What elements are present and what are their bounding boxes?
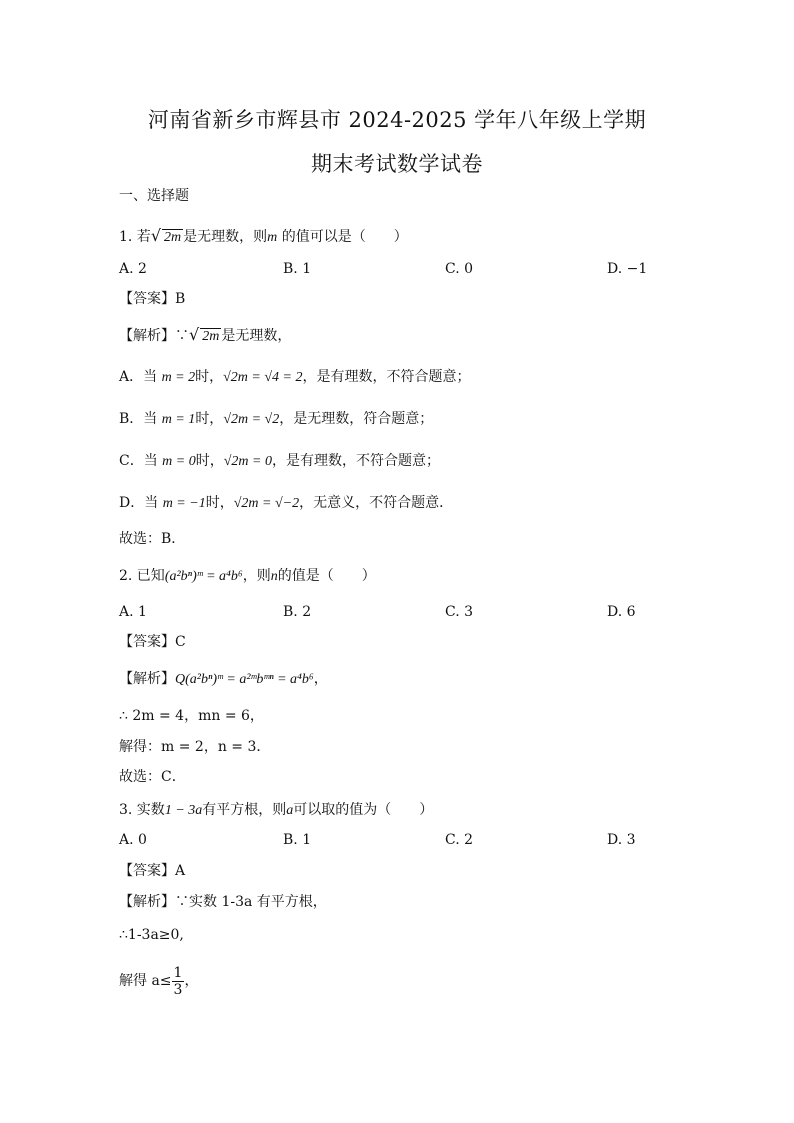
q2-analysis: 【解析】Q(a²bⁿ)ᵐ = a²ᵐbᵐⁿ = a⁴b⁶， <box>119 671 328 687</box>
q1-case-d: D．当 m = −1时，√2m = √−2，无意义，不符合题意． <box>119 495 454 511</box>
question-1-stem: 1. 若√ 2m 是无理数，则m 的值可以是（ ） <box>119 226 408 245</box>
q2-answer: 【答案】C <box>119 634 186 650</box>
question-2-stem: 2. 已知(a²bⁿ)ᵐ = a⁴b⁶，则n的值是（ ） <box>119 568 376 584</box>
q2-step-2: 解得：m = 2，n = 3． <box>119 739 271 755</box>
q1-case-a: A．当 m = 2时，√2m = √4 = 2，是有理数，不符合题意； <box>119 369 471 385</box>
page-title-line-2: 期末考试数学试卷 <box>311 152 483 176</box>
radicand: 2m <box>164 230 182 245</box>
q2-option-a: A. 1 <box>119 604 147 620</box>
page-title-line-1: 河南省新乡市辉县市 2024-2025 学年八年级上学期 <box>147 108 647 132</box>
q3-option-b: B. 1 <box>283 832 312 848</box>
q1-option-d: D. −1 <box>607 261 648 277</box>
q2-option-c: C. 3 <box>445 604 474 620</box>
section-heading: 一、选择题 <box>119 188 189 204</box>
q3-option-d: D. 3 <box>607 832 636 848</box>
q3-solve: 解得 a≤ $\frac{1}{3}$ ， <box>119 964 199 998</box>
q1-option-b: B. 1 <box>283 261 312 277</box>
question-3-stem: 3. 实数1 − 3a有平方根，则a可以取的值为（ ） <box>119 802 434 818</box>
q1-option-c: C. 0 <box>445 261 474 277</box>
q2-choose: 故选：C． <box>119 769 186 785</box>
q3-option-c: C. 2 <box>445 832 474 848</box>
q1-option-a: A. 2 <box>119 261 147 277</box>
q3-answer: 【答案】A <box>119 863 186 879</box>
q1-case-c: C．当 m = 0时，√2m = 0，是有理数，不符合题意； <box>119 453 440 469</box>
q3-analysis-1: 【解析】∵实数 1-3a 有平方根， <box>119 894 327 910</box>
q3-option-a: A. 0 <box>119 832 147 848</box>
q2-step-1: ∴ 2m = 4，mn = 6， <box>119 708 264 724</box>
q3-analysis-2: ∴1-3a≥0, <box>119 927 184 943</box>
q2-option-b: B. 2 <box>283 604 312 620</box>
q1-case-b: B．当 m = 1时，√2m = √2，是无理数，符合题意； <box>119 411 434 427</box>
q1-choose: 故选：B． <box>119 531 186 547</box>
q2-option-d: D. 6 <box>607 604 636 620</box>
q1-analysis: 【解析】∵√ 2m 是无理数， <box>119 325 292 344</box>
q1-answer: 【答案】B <box>119 291 186 307</box>
fraction: $\frac{1}{3}$ <box>173 964 183 998</box>
